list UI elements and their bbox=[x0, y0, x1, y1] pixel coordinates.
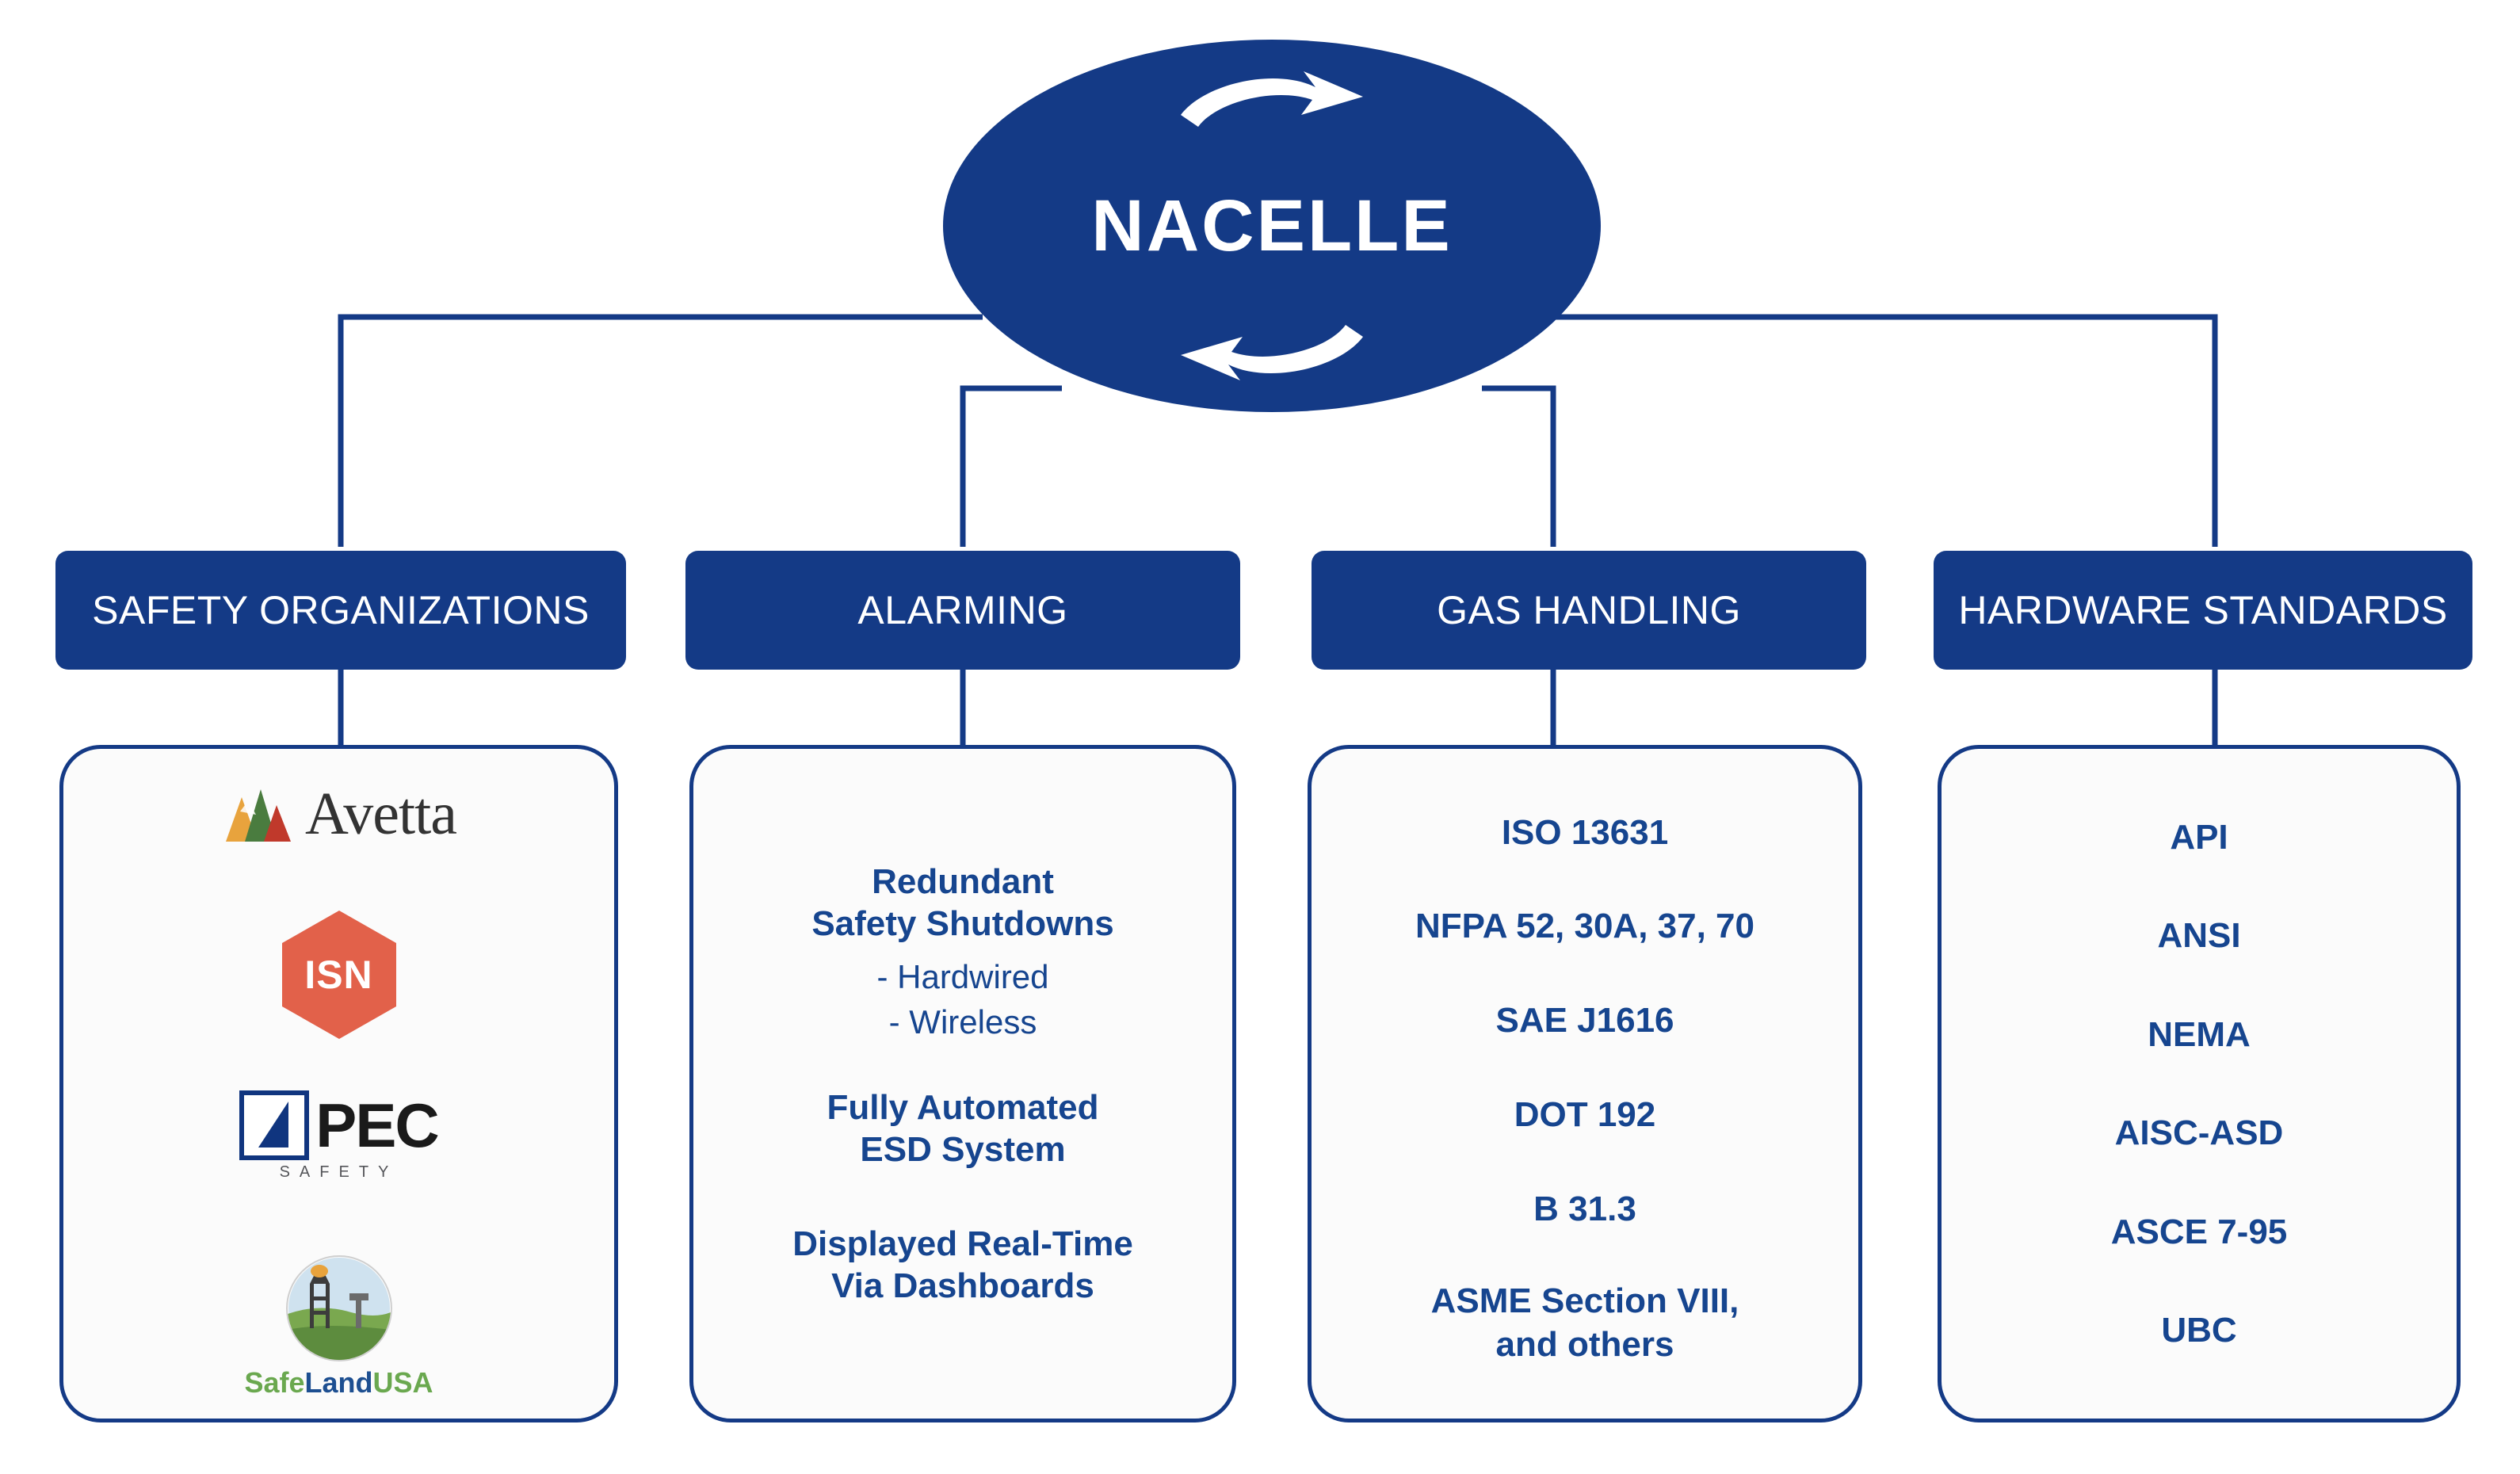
alarming-text-list bbox=[708, 769, 1218, 1398]
category-header-hardware-standards[interactable] bbox=[1934, 551, 2472, 670]
safeland-wordmark bbox=[244, 1366, 433, 1400]
list-item: and others bbox=[1495, 1325, 1674, 1365]
list-item: - Hardwired bbox=[876, 958, 1049, 995]
list-item: - Wireless bbox=[888, 1002, 1037, 1041]
list-item: UBC bbox=[2161, 1311, 2237, 1350]
isn-logo bbox=[153, 937, 525, 1013]
safeland-word-land: Land bbox=[304, 1365, 373, 1399]
safeland-badge-icon bbox=[286, 1255, 392, 1361]
avetta-logo bbox=[153, 776, 525, 851]
list-item: ASCE 7-95 bbox=[2110, 1212, 2288, 1251]
category-header-alarming[interactable] bbox=[685, 551, 1240, 670]
list-item: Fully Automated bbox=[827, 1088, 1099, 1127]
root-label: NACELLE bbox=[1091, 185, 1453, 266]
category-header-safety-organizations[interactable] bbox=[55, 551, 626, 670]
category-header-label: SAFETY ORGANIZATIONS bbox=[92, 588, 590, 632]
list-item: ISO 13631 bbox=[1501, 812, 1669, 852]
list-item: DOT 192 bbox=[1514, 1094, 1656, 1134]
pec-wordmark: PEC bbox=[315, 1090, 438, 1161]
list-item: NEMA bbox=[2148, 1014, 2251, 1054]
card-safety-organizations bbox=[59, 745, 618, 1422]
logo-stack bbox=[78, 769, 600, 1398]
safeland-word-safe: Safe bbox=[244, 1365, 305, 1399]
card-gas-handling bbox=[1308, 745, 1862, 1422]
list-item: AISC-ASD bbox=[2114, 1113, 2284, 1153]
pec-safety-logo bbox=[153, 1090, 525, 1182]
hardware-standards-text-list bbox=[1956, 769, 2442, 1398]
card-hardware-standards bbox=[1938, 745, 2461, 1422]
list-item: ANSI bbox=[2157, 916, 2241, 956]
list-item: Displayed Real-Time bbox=[792, 1224, 1133, 1263]
category-header-label: HARDWARE STANDARDS bbox=[1958, 588, 2448, 632]
list-item: API bbox=[2170, 817, 2228, 857]
list-item: Redundant bbox=[872, 862, 1054, 901]
list-item: SAE J1616 bbox=[1495, 1001, 1674, 1041]
isn-wordmark: ISN bbox=[304, 953, 373, 998]
category-header-label: ALARMING bbox=[857, 588, 1068, 632]
card-alarming bbox=[689, 745, 1236, 1422]
safeland-word-usa: USA bbox=[372, 1365, 433, 1399]
list-item: NFPA 52, 30A, 37, 70 bbox=[1415, 907, 1754, 946]
list-item: B 31.3 bbox=[1533, 1189, 1636, 1228]
category-header-label: GAS HANDLING bbox=[1437, 588, 1741, 632]
list-item: Safety Shutdowns bbox=[811, 904, 1114, 943]
avetta-wordmark: Avetta bbox=[305, 780, 456, 847]
list-item: ASME Section VIII, bbox=[1430, 1281, 1739, 1321]
gas-handling-text-list bbox=[1326, 769, 1844, 1398]
list-item: ESD System bbox=[860, 1130, 1066, 1169]
avetta-mountain-icon bbox=[221, 785, 294, 843]
list-item: Via Dashboards bbox=[831, 1266, 1094, 1305]
category-header-gas-handling[interactable] bbox=[1312, 551, 1866, 670]
safeland-usa-logo bbox=[153, 1260, 525, 1399]
root-node-nacelle[interactable] bbox=[943, 40, 1601, 412]
pec-slash-icon bbox=[239, 1090, 309, 1160]
pec-subtext: SAFETY bbox=[279, 1163, 399, 1182]
